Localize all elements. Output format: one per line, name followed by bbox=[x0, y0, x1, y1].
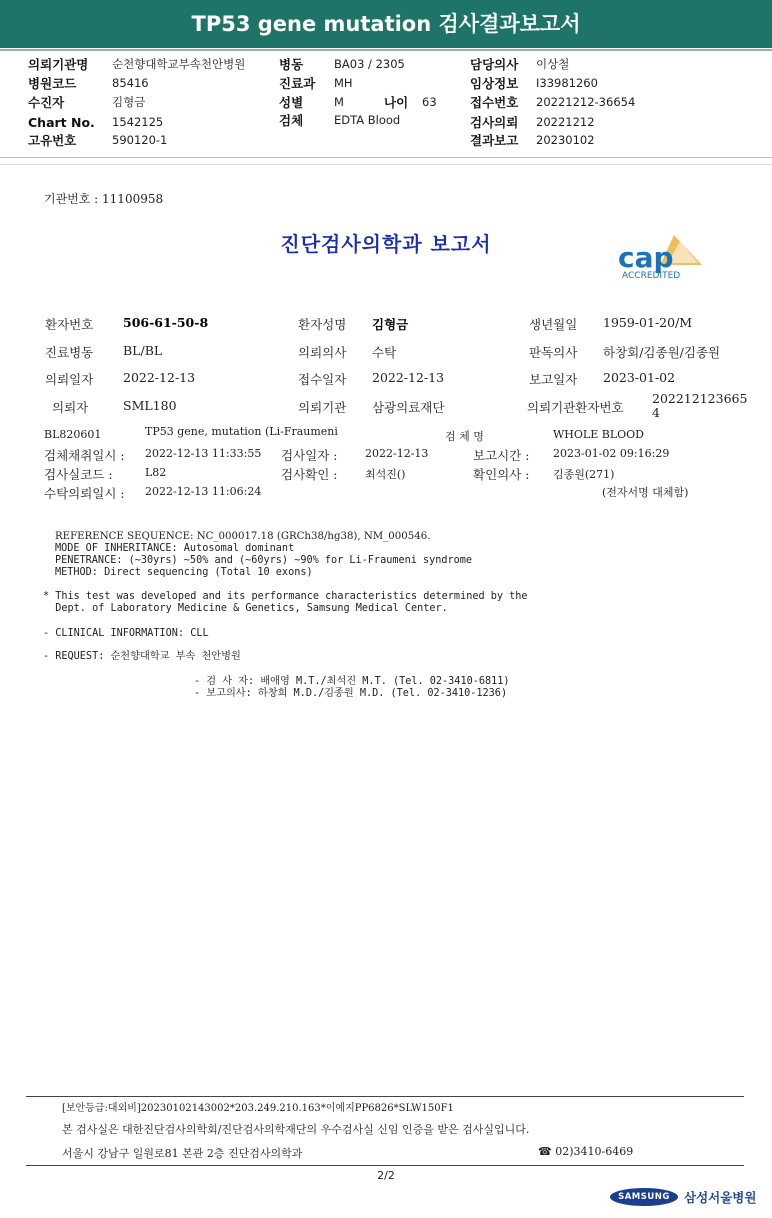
patient-label: 판독의사 bbox=[529, 345, 578, 360]
header-label: 접수번호 bbox=[470, 95, 519, 110]
report-time-value: 2023-01-02 09:16:29 bbox=[553, 447, 670, 460]
header-value: BA03 / 2305 bbox=[334, 57, 405, 71]
footer-divider bbox=[26, 1165, 744, 1166]
cap-accredited-logo bbox=[614, 233, 724, 281]
institution-number: 기관번호 : 11100958 bbox=[44, 192, 164, 206]
patient-label: 보고일자 bbox=[529, 372, 578, 387]
mode-of-inheritance: MODE OF INHERITANCE: Autosomal dominant bbox=[55, 543, 295, 554]
clinical-information: - CLINICAL INFORMATION: CLL bbox=[43, 628, 209, 639]
header-label: 병동 bbox=[279, 57, 304, 72]
report-time-label: 보고시간 : bbox=[473, 448, 530, 463]
header-label: 병원코드 bbox=[28, 76, 77, 91]
header-value: 20230102 bbox=[536, 133, 595, 147]
header-label: 결과보고 bbox=[470, 133, 519, 148]
patient-value: 수탁 bbox=[372, 345, 397, 360]
patient-value: 삼광의료재단 bbox=[372, 400, 445, 415]
report-title-bar bbox=[0, 0, 772, 48]
patient-label: 의뢰일자 bbox=[45, 372, 94, 387]
hospital-name: 삼성서울병원 bbox=[684, 1190, 757, 1205]
specimen-value: WHOLE BLOOD bbox=[553, 428, 644, 441]
doctor-label: 확인의사 : bbox=[473, 467, 530, 482]
header-label: 고유번호 bbox=[28, 133, 77, 148]
cap-sub: ACCREDITED bbox=[622, 271, 681, 281]
header-value: 순천향대학교부속천안병원 bbox=[112, 57, 246, 71]
patient-label: 생년월일 bbox=[529, 317, 578, 332]
patient-label: 환자번호 bbox=[45, 317, 94, 332]
header-label: 검체 bbox=[279, 113, 304, 128]
header-value: 20221212 bbox=[536, 115, 595, 129]
header-value: 20221212-36654 bbox=[536, 95, 636, 109]
reference-sequence: REFERENCE SEQUENCE: NC_000017.18 (GRCh38/hg38), NM_000546. bbox=[55, 531, 431, 542]
confirm-value: 최석진() bbox=[365, 468, 406, 481]
specimen-label: 검 체 명 bbox=[445, 430, 484, 443]
header-value: 590120-1 bbox=[112, 133, 168, 147]
reporter-info: - 보고의사: 하창희 M.D./김종원 M.D. (Tel. 02-3410-1236) bbox=[194, 688, 508, 699]
patient-value: 2022-12-13 bbox=[372, 370, 445, 385]
patient-value: 506-61-50-8 bbox=[123, 315, 209, 330]
header-divider bbox=[0, 157, 772, 158]
window-title: TP53 gene mutation 검사결과보고서 bbox=[191, 12, 581, 36]
age-value: 63 bbox=[422, 95, 437, 109]
patient-value: 김형금 bbox=[372, 317, 409, 332]
page-number: 2/2 bbox=[377, 1169, 395, 1182]
specimen-code: BL820601 bbox=[44, 428, 102, 441]
patient-value: BL/BL bbox=[123, 343, 163, 358]
header-label: 수진자 bbox=[28, 95, 65, 110]
footer-divider bbox=[26, 1096, 744, 1097]
header-value: MH bbox=[334, 76, 353, 90]
patient-label: 환자성명 bbox=[298, 317, 347, 332]
samsung-badge: SAMSUNG bbox=[610, 1188, 678, 1206]
header-value: EDTA Blood bbox=[334, 113, 401, 127]
patient-label: 진료병동 bbox=[45, 345, 94, 360]
patient-label: 의뢰자 bbox=[52, 400, 89, 415]
cap-text: cap bbox=[618, 241, 674, 274]
test-note: * This test was developed and its performance characteristics determined by the bbox=[43, 591, 528, 602]
test-name: TP53 gene, mutation (Li-Fraumeni bbox=[145, 425, 338, 438]
lab-phone: ☎ 02)3410-6469 bbox=[538, 1145, 634, 1158]
test-note: Dept. of Laboratory Medicine & Genetics, Samsung Medical Center. bbox=[43, 603, 448, 614]
patient-value: 2023-01-02 bbox=[603, 370, 676, 385]
patient-label: 의뢰기관환자번호 bbox=[527, 400, 624, 415]
e-sign-note: (전자서명 대체함) bbox=[602, 486, 689, 499]
collect-label: 검체채취일시 : bbox=[44, 448, 125, 463]
patient-label: 접수일자 bbox=[298, 372, 347, 387]
security-line: [보안등급:대외비]20230102143002*203.249.210.163*이예지PP6826*SLW150F1 bbox=[62, 1103, 454, 1114]
header-label: 검사의뢰 bbox=[470, 115, 519, 130]
collect-value: 2022-12-13 11:33:55 bbox=[145, 447, 262, 460]
header-value: 김형금 bbox=[112, 95, 146, 109]
header-divider bbox=[0, 164, 772, 165]
patient-value: 1959-01-20/M bbox=[603, 315, 693, 330]
examiner-info: - 검 사 자: 배애영 M.T./최석진 M.T. (Tel. 02-3410-6811) bbox=[194, 676, 510, 687]
lab-code-value: L82 bbox=[145, 466, 167, 479]
doctor-value: 김종원(271) bbox=[553, 468, 615, 481]
certification-note: 본 검사실은 대한진단검사의학회/진단검사의학재단의 우수검사실 신임 인증을 받은 검사실입니다. bbox=[62, 1123, 530, 1136]
request-time-label: 수탁의뢰일시 : bbox=[44, 486, 125, 501]
header-value: 이상철 bbox=[536, 57, 570, 71]
header-label: 성별 bbox=[279, 95, 304, 110]
age-label: 나이 bbox=[384, 95, 409, 110]
header-label: 담당의사 bbox=[470, 57, 519, 72]
exam-date-label: 검사일자 : bbox=[281, 448, 338, 463]
header-label: 임상정보 bbox=[470, 76, 519, 91]
header-value: 1542125 bbox=[112, 115, 164, 129]
header-value: M bbox=[334, 95, 344, 109]
request-info: - REQUEST: 순천향대학교 부속 천안병원 bbox=[43, 651, 241, 662]
exam-date-value: 2022-12-13 bbox=[365, 447, 429, 460]
patient-label: 의뢰기관 bbox=[298, 400, 347, 415]
lab-address: 서울시 강남구 일원로81 본관 2층 진단검사의학과 bbox=[62, 1147, 303, 1160]
header-label: 진료과 bbox=[279, 76, 316, 91]
patient-value: 202212123665 bbox=[652, 391, 748, 406]
patient-value: 하창회/김종원/김종원 bbox=[603, 345, 721, 360]
request-time-value: 2022-12-13 11:06:24 bbox=[145, 485, 262, 498]
header-value: I33981260 bbox=[536, 76, 598, 90]
header-value: 85416 bbox=[112, 76, 149, 90]
penetrance: PENETRANCE: (~30yrs) ~50% and (~60yrs) ~90% for Li-Fraumeni syndrome bbox=[55, 555, 473, 566]
confirm-label: 검사확인 : bbox=[281, 467, 338, 482]
patient-label: 의뢰의사 bbox=[298, 345, 347, 360]
samsung-medical-center-logo bbox=[610, 1186, 760, 1210]
header-label: Chart No. bbox=[28, 115, 95, 130]
header-label: 의뢰기관명 bbox=[28, 57, 89, 72]
patient-value: 4 bbox=[652, 405, 660, 420]
report-title: 진단검사의학과 보고서 bbox=[280, 232, 492, 256]
patient-value: 2022-12-13 bbox=[123, 370, 196, 385]
method: METHOD: Direct sequencing (Total 10 exons) bbox=[55, 567, 313, 578]
patient-value: SML180 bbox=[123, 398, 177, 413]
lab-code-label: 검사실코드 : bbox=[44, 467, 113, 482]
